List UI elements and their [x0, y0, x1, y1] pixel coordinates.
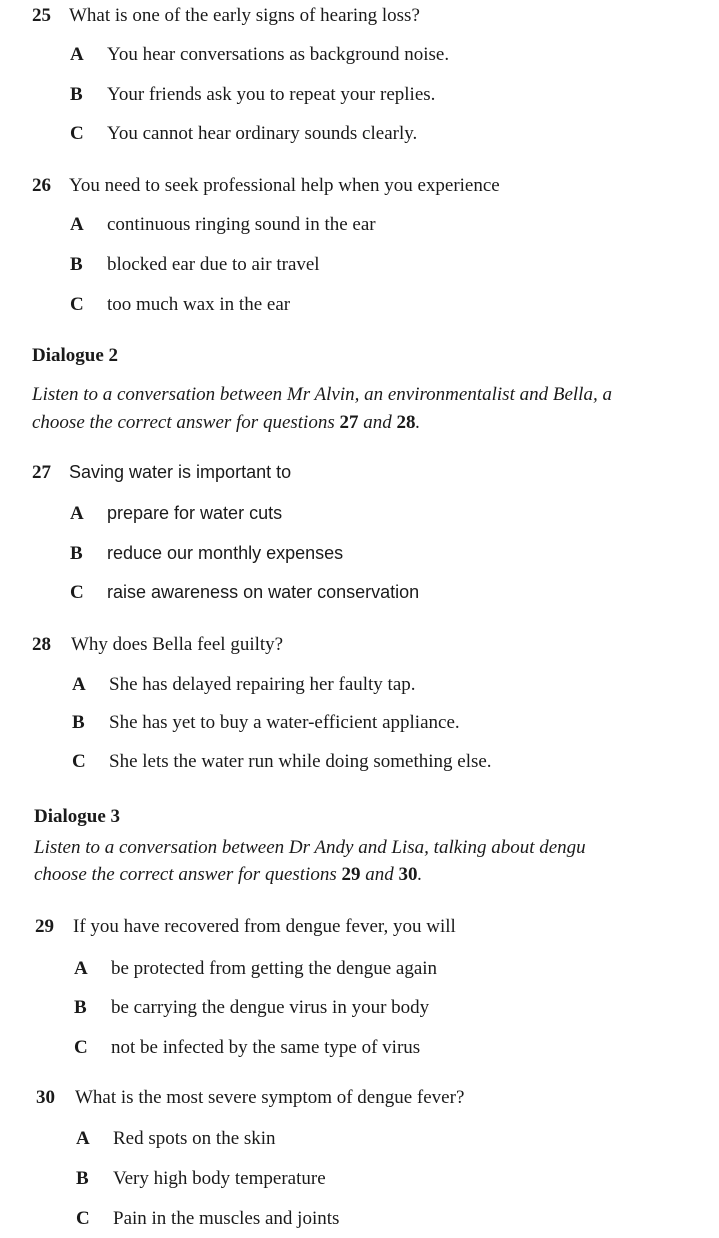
option-letter: A [70, 214, 84, 235]
option-letter: B [74, 997, 87, 1018]
question-text: Why does Bella feel guilty? [71, 634, 284, 655]
question-text: Saving water is important to [69, 462, 292, 482]
option-letter: C [76, 1208, 90, 1229]
option-text: She has yet to buy a water-efficient appliance. [109, 712, 460, 733]
option-letter: A [70, 503, 84, 524]
option-text: You cannot hear ordinary sounds clearly. [107, 123, 418, 144]
option-text: be carrying the dengue virus in your body [111, 997, 430, 1018]
option-letter: C [70, 123, 84, 144]
instruction-line-2: choose the correct answer for questions 27 and 28. [32, 412, 421, 433]
option-letter: C [72, 751, 86, 772]
question-text: If you have recovered from dengue fever, you will [73, 916, 456, 937]
option-text: Pain in the muscles and joints [113, 1208, 340, 1229]
option-text: You hear conversations as background noise. [107, 44, 450, 65]
option-letter: B [70, 254, 83, 275]
option-text: Very high body temperature [113, 1168, 326, 1189]
option-letter: B [70, 543, 83, 564]
option-text: Your friends ask you to repeat your replies. [107, 84, 436, 105]
option-letter: A [74, 958, 88, 979]
question-number: 26 [32, 175, 51, 196]
question-text: You need to seek professional help when you experience [69, 175, 500, 196]
option-text: continuous ringing sound in the ear [107, 214, 376, 235]
option-text: not be infected by the same type of virus [111, 1037, 421, 1058]
option-text: She has delayed repairing her faulty tap. [109, 674, 416, 695]
question-text: What is the most severe symptom of dengue fever? [75, 1087, 465, 1108]
option-text: prepare for water cuts [107, 503, 283, 523]
option-letter: B [72, 712, 85, 733]
option-text: She lets the water run while doing something else. [109, 751, 492, 772]
option-text: blocked ear due to air travel [107, 254, 320, 275]
question-number: 25 [32, 5, 51, 26]
instruction-line-1: Listen to a conversation between Mr Alvin, an environmentalist and Bella, a [32, 384, 612, 405]
question-number: 29 [35, 916, 54, 937]
option-text: raise awareness on water conservation [107, 582, 420, 602]
section-heading: Dialogue 2 [32, 345, 119, 366]
question-number: 28 [32, 634, 51, 655]
option-letter: A [72, 674, 86, 695]
section-heading: Dialogue 3 [34, 806, 121, 827]
option-letter: A [70, 44, 84, 65]
option-letter: B [76, 1168, 89, 1189]
question-number: 30 [36, 1087, 55, 1108]
option-text: be protected from getting the dengue again [111, 958, 438, 979]
option-letter: B [70, 84, 83, 105]
option-letter: C [74, 1037, 88, 1058]
instruction-line-1: Listen to a conversation between Dr Andy and Lisa, talking about dengu [34, 837, 586, 858]
option-letter: A [76, 1128, 90, 1149]
question-text: What is one of the early signs of hearing loss? [69, 5, 420, 26]
option-text: too much wax in the ear [107, 294, 291, 315]
option-letter: C [70, 294, 84, 315]
option-text: Red spots on the skin [113, 1128, 276, 1149]
option-text: reduce our monthly expenses [107, 543, 344, 563]
instruction-line-2: choose the correct answer for questions 29 and 30. [34, 864, 423, 885]
option-letter: C [70, 582, 84, 603]
question-number: 27 [32, 462, 51, 483]
